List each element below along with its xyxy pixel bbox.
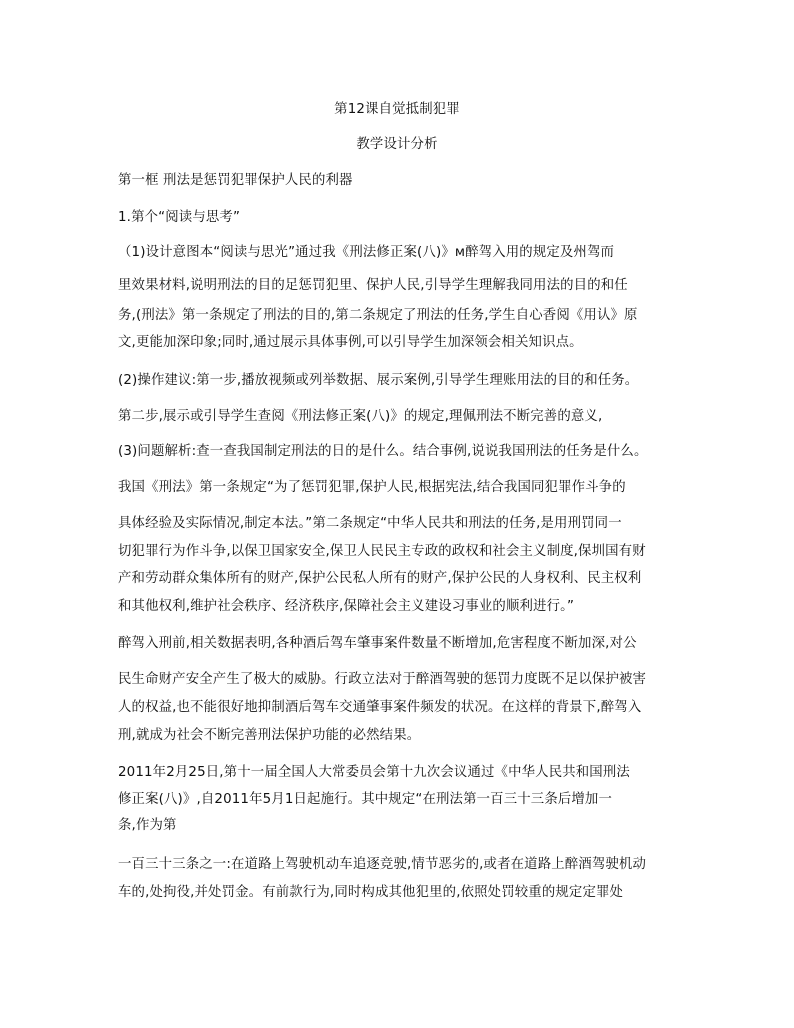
paragraph-line: 文,更能加深印象;同时,通过展示具体事例,可以引导学生加深领会相关知识点。: [118, 335, 583, 350]
paragraph-line: 我国《刑法》第一条规定“为了惩罚犯罪,保护人民,根据宪法,结合我国同犯罪作斗争的: [118, 480, 626, 495]
paragraph-line: (2)操作建议:第一步,播放视频或列举数据、展示案例,引导学生理账用法的目的和任务。: [118, 373, 639, 388]
paragraph-line: 车的,处拘役,并处罚金。有前款行为,同时构成其他犯里的,依照处罚较重的规定定罪处: [118, 885, 624, 900]
paragraph-line: 条,作为第: [118, 818, 177, 833]
paragraph-line: 产和劳动群众集体所有的财产,保护公民私人所有的财产,保护公民的人身权利、民主权利: [118, 571, 642, 586]
paragraph-line: 醉驾入刑前,相关数据表明,各种酒后驾车肇事案件数量不断增加,危害程度不断加深,对公: [118, 636, 637, 651]
paragraph-line: 里效果材料,说明刑法的目的足惩罚犯里、保护人民,引导学生理解我同用法的目的和任: [118, 278, 628, 293]
paragraph-line: 民生命财产安全产生了极大的威胁。行政立法对于醉酒驾驶的惩罚力度既不足以保护被害: [118, 672, 647, 687]
page-subtitle: 教学设计分析: [356, 137, 438, 152]
paragraph-line: 和其他权利,维护社会秩序、经济秩序,保障社会主义建设习事业的顺利进行。”: [118, 599, 575, 614]
paragraph-line: 切犯罪行为作斗争,以保卫国家安全,保卫人民民主专政的政权和社会主义制度,保圳国有财: [118, 544, 646, 559]
paragraph-line: 刑,就成为社会不断完善刑法保护功能的必然结果。: [118, 728, 421, 743]
subsection-heading: 1.第个“阅读与思考”: [118, 210, 241, 225]
paragraph-line: (3)问题解析:查一查我国制定刑法的日的是什么。结合事例,说说我国刑法的任务是什么。: [118, 444, 648, 459]
page-title: 第12课自觉抵制犯罪: [334, 102, 460, 117]
paragraph-line: 一百三十三条之一:在道路上驾驶机动车追逐竞驶,情节恶劣的,或者在道路上醉酒驾驶机动: [118, 857, 647, 872]
paragraph-line: （1)设计意图本“阅读与思光”通过我《刑法修正案(八)》м醉驾入用的规定及州驾而: [118, 245, 615, 260]
paragraph-line: 2011年2月25日,第十一届全国人大常委员会第十九次会议通过《中华人民共和国刑法: [118, 765, 630, 780]
paragraph-line: 第二步,展示或引导学生查阅《刑法修正案(八)》的规定,理佩刑法不断完善的意义,: [118, 409, 603, 424]
paragraph-line: 务,(刑法》第一条规定了刑法的目的,第二条规定了刑法的任务,学生自心香阅《用认》原: [118, 308, 638, 323]
paragraph-line: 修正案(八)》,自2011年5月1日起施行。其中规定“在刑法第一百三十三条后增加一: [118, 792, 613, 807]
paragraph-line: 人的权益,也不能很好地抑制酒后驾车交通肇事案件频发的状况。在这样的背景下,醉驾入: [118, 700, 642, 715]
section-heading: 第一框 刑法是惩罚犯罪保护人民的利器: [118, 173, 353, 188]
paragraph-line: 具体经验及实际情况,制定本法。”第二条规定“中华人民共和刑法的任务,是用刑罚同一: [118, 516, 622, 531]
